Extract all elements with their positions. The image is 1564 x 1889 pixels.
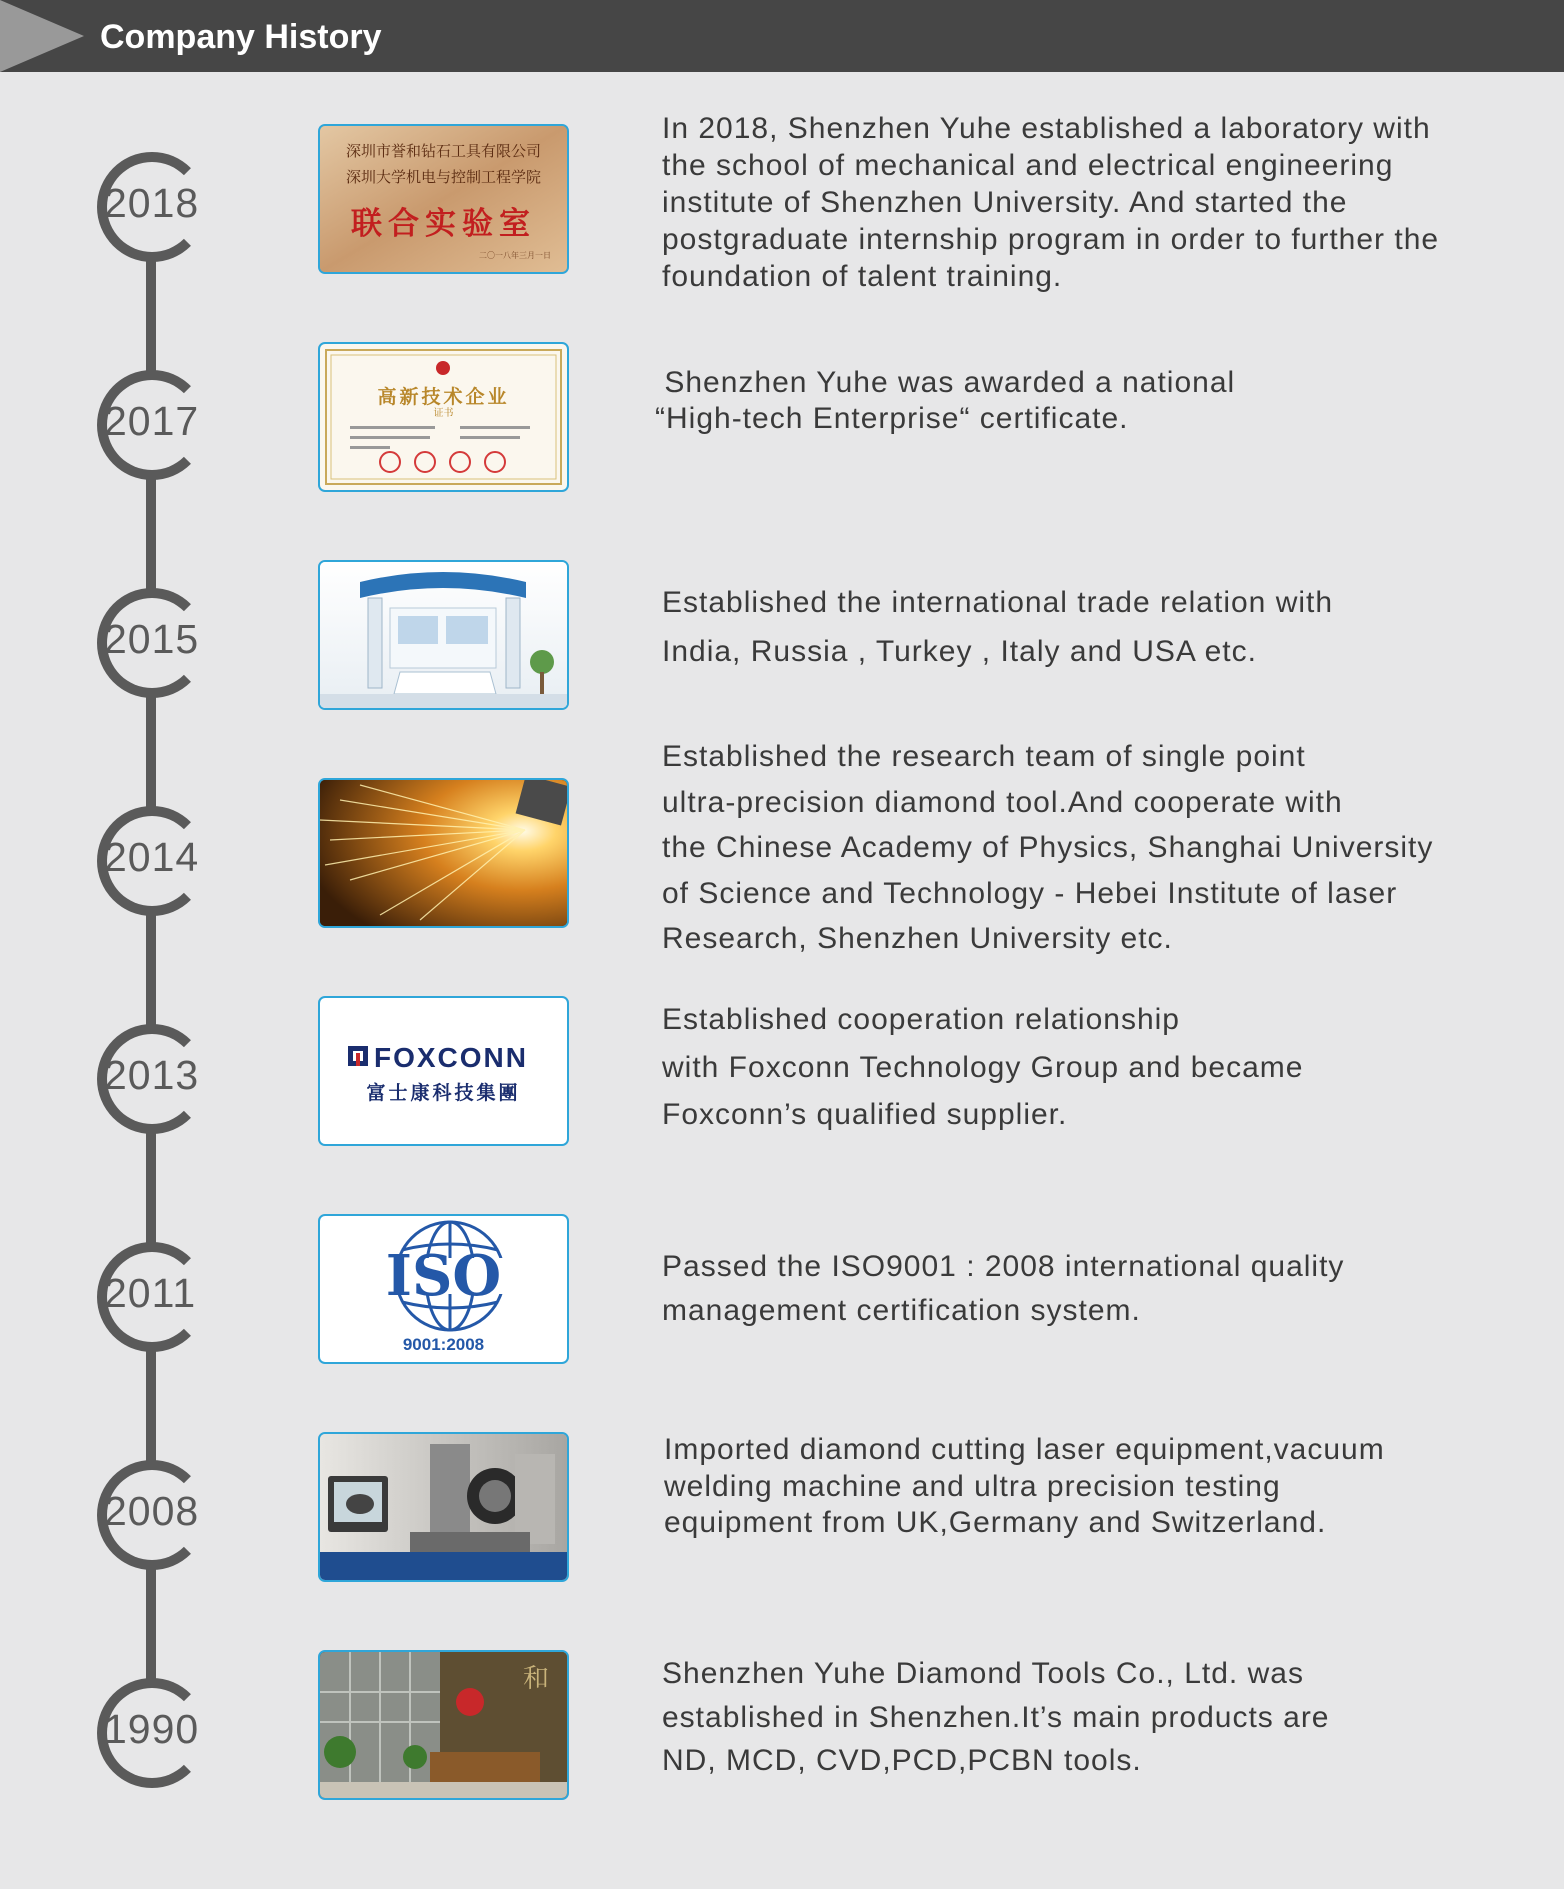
timeline-entry-1990 xyxy=(0,1657,1564,1878)
description-line: equipment from UK,Germany and Switzerland. xyxy=(664,1506,1327,1539)
foxconn-chinese: 富士康科技集團 xyxy=(366,1082,521,1104)
plaque-line-2: 深圳大学机电与控制工程学院 xyxy=(345,168,541,186)
machine-graphic xyxy=(320,1434,567,1580)
description-line: Established the research team of single point xyxy=(662,740,1306,773)
plaque-date: 二〇一八年三月一日 xyxy=(479,251,551,260)
description-line: established in Shenzhen.It’s main products are xyxy=(662,1700,1330,1734)
timeline-entry-2014 xyxy=(0,740,1564,1006)
timeline-entry-2013 xyxy=(0,1003,1564,1224)
description-line: Shenzhen Yuhe Diamond Tools Co., Ltd. was xyxy=(662,1657,1304,1690)
office-image[interactable] xyxy=(318,1650,569,1800)
description-line: Shenzhen Yuhe was awarded a national xyxy=(655,366,1236,399)
description-line: Foxconn’s qualified supplier. xyxy=(662,1098,1068,1131)
office-sign: 和 xyxy=(522,1664,549,1694)
description-line: Passed the ISO9001 : 2008 international quality xyxy=(662,1250,1345,1283)
entry-description xyxy=(664,1432,1504,1542)
description-line: ultra-precision diamond tool.And cooperate with xyxy=(662,785,1343,819)
plaque-line-3: 联合实验室 xyxy=(351,206,536,242)
header-arrow-icon xyxy=(0,0,84,72)
entry-description xyxy=(655,365,1495,437)
description-line: postgraduate internship program in order to further the xyxy=(662,223,1440,256)
lab-plaque-image[interactable] xyxy=(318,124,569,274)
entry-description xyxy=(662,996,1502,1139)
foxconn-wordmark: FOXCONN xyxy=(374,1042,528,1073)
description-line: “High-tech Enterprise“ certificate. xyxy=(655,402,1129,435)
year-label: 1990 xyxy=(104,1706,200,1752)
description-line: of Science and Technology - Hebei Institute of laser xyxy=(662,876,1398,910)
timeline-entry-2018 xyxy=(0,112,1564,352)
description-line: welding machine and ultra precision testing xyxy=(664,1469,1281,1503)
description-line: Established the international trade relation with xyxy=(662,586,1334,619)
certificate-image[interactable] xyxy=(318,342,569,492)
entry-description xyxy=(662,1652,1502,1783)
iso-logo-image[interactable] xyxy=(318,1214,569,1364)
year-label: 2015 xyxy=(104,616,200,662)
year-label: 2018 xyxy=(104,180,200,226)
iso-wordmark: ISO xyxy=(385,1243,502,1309)
year-label: 2017 xyxy=(104,398,200,444)
sparks-graphic xyxy=(320,780,567,926)
iso-code: 9001:2008 xyxy=(402,1335,485,1354)
description-line: foundation of talent training. xyxy=(662,260,1063,293)
description-line: Imported diamond cutting laser equipment,vacuum xyxy=(664,1433,1385,1466)
description-line: India, Russia , Turkey , Italy and USA etc. xyxy=(662,635,1257,668)
description-line: Research, Shenzhen University etc. xyxy=(662,922,1173,955)
page-title: Company History xyxy=(100,18,382,56)
entry-description xyxy=(662,1245,1502,1333)
description-line: the Chinese Academy of Physics, Shanghai University xyxy=(662,831,1434,864)
description-line: with Foxconn Technology Group and became xyxy=(662,1050,1304,1084)
year-label: 2008 xyxy=(104,1488,200,1534)
booth-graphic xyxy=(320,562,567,708)
timeline-entry-2011 xyxy=(0,1242,1564,1442)
certificate-title: 高新技术企业 xyxy=(377,387,510,408)
laser-equipment-image[interactable] xyxy=(318,1432,569,1582)
year-label: 2011 xyxy=(104,1270,197,1316)
laser-sparks-image[interactable] xyxy=(318,778,569,928)
exhibition-booth-image[interactable] xyxy=(318,560,569,710)
header-bar xyxy=(0,0,1564,72)
entry-description xyxy=(662,578,1502,676)
timeline-entry-2017 xyxy=(0,366,1564,570)
description-line: Established cooperation relationship xyxy=(662,1003,1180,1036)
foxconn-logo-image[interactable] xyxy=(318,996,569,1146)
plaque-line-1: 深圳市誉和钻石工具有限公司 xyxy=(345,142,541,160)
certificate-subtitle: 证书 xyxy=(433,408,454,419)
description-line: institute of Shenzhen University. And started the xyxy=(662,186,1348,219)
description-line: ND, MCD, CVD,PCD,PCBN tools. xyxy=(662,1744,1142,1777)
description-line: In 2018, Shenzhen Yuhe established a laboratory with xyxy=(662,112,1431,145)
entry-description xyxy=(662,734,1502,962)
description-line: the school of mechanical and electrical engineering xyxy=(662,149,1394,182)
description-line: management certification system. xyxy=(662,1294,1141,1327)
year-label: 2013 xyxy=(104,1052,200,1098)
timeline-entry-2008 xyxy=(0,1433,1564,1660)
year-label: 2014 xyxy=(104,834,200,880)
entry-description xyxy=(662,110,1502,295)
